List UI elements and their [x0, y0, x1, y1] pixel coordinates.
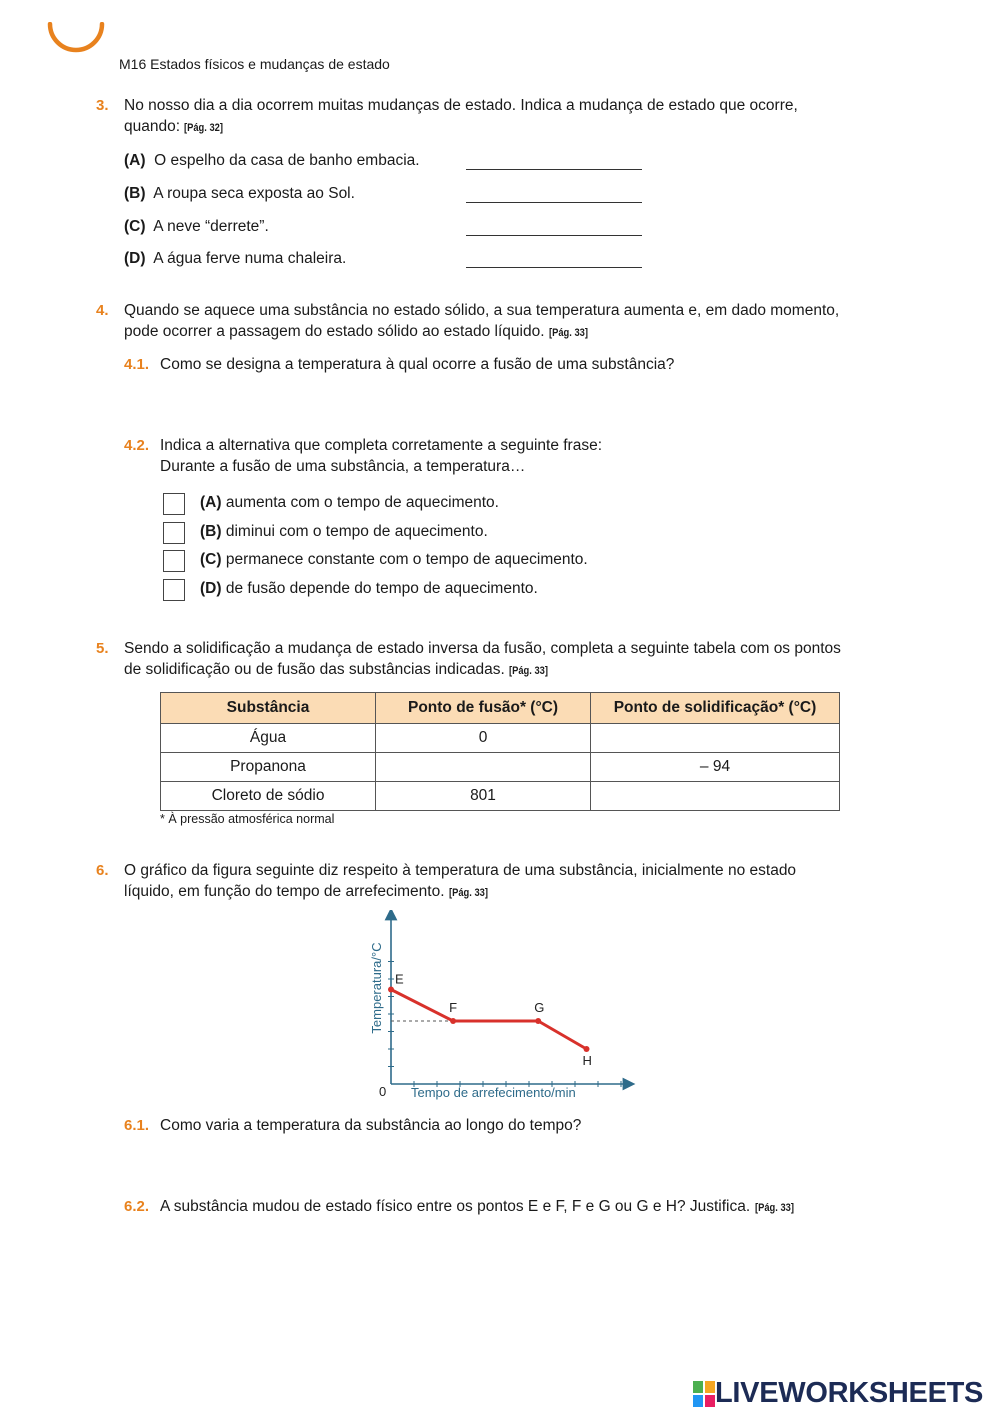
q6-text-line1: O gráfico da figura seguinte diz respeito à temperatura de uma substância, inicialmente no estado [124, 862, 797, 879]
q3-number: 3. [96, 97, 109, 114]
q3-item-c [124, 216, 269, 237]
table-header-cell: Ponto de fusão* (°C) [376, 693, 591, 724]
table-row [161, 782, 840, 811]
q3-answer-blank-d[interactable] [466, 266, 642, 268]
chart-series-polyline [391, 990, 587, 1050]
q4-2-checkbox-b[interactable] [163, 522, 185, 544]
table-header-row [161, 693, 840, 724]
option-letter: (A) [200, 494, 222, 511]
table-cell: – 94 [591, 753, 840, 782]
q3-item-text: A água ferve numa chaleira. [153, 250, 347, 267]
chart-point-F [450, 1018, 456, 1024]
chart-axes [388, 914, 629, 1087]
page-header-title: M16 Estados físicos e mudanças de estado [119, 56, 390, 72]
chart-point-label-H: H [582, 1053, 592, 1068]
q3-answer-blank-c[interactable] [466, 234, 642, 236]
q6-2-text [160, 1196, 800, 1219]
q4-text [124, 300, 924, 344]
chart-point-H [584, 1046, 590, 1052]
chart-point-label-E: E [395, 971, 404, 987]
q4-2-option-c [200, 551, 588, 569]
q3-item-letter: (D) [124, 250, 146, 267]
option-text: diminui com o tempo de aquecimento. [225, 523, 488, 540]
table-cell-answer[interactable] [376, 753, 591, 782]
q4-2-option-d [200, 580, 538, 598]
q4-2-text-line1: Indica a alternativa que completa corretamente a seguinte frase: [160, 437, 603, 454]
table-cell-answer[interactable] [591, 724, 840, 753]
chart-y-axis-label: Temperatura/°C [369, 942, 384, 1034]
q6-number: 6. [96, 862, 109, 879]
q4-2-checkbox-a[interactable] [163, 493, 185, 515]
q3-item-a [124, 150, 420, 171]
table-cell: Propanona [161, 753, 376, 782]
q4-2-option-a [200, 494, 499, 512]
chart-series-line [391, 990, 587, 1050]
table-header-cell: Ponto de solidificação* (°C) [591, 693, 840, 724]
liveworksheets-blocks-icon [693, 1381, 715, 1407]
q6-page-ref: [Pág. 33] [448, 887, 488, 899]
q4-2-text-line2: Durante a fusão de uma substância, a temperatura… [160, 458, 526, 475]
q3-answer-blank-a[interactable] [466, 168, 642, 170]
q4-1-number: 4.1. [124, 356, 150, 373]
q5-text-line2: de solidificação ou de fusão das substâncias indicadas. [124, 661, 505, 678]
q3-item-text: O espelho da casa de banho embacia. [154, 152, 420, 169]
q6-text-line2: líquido, em função do tempo de arrefecimento. [124, 883, 445, 900]
table-cell: Cloreto de sódio [161, 782, 376, 811]
q4-2-checkbox-c[interactable] [163, 550, 185, 572]
option-text: de fusão depende do tempo de aquecimento. [225, 580, 538, 597]
chart-point-G [535, 1018, 541, 1024]
q4-1-text: Como se designa a temperatura à qual ocorre a fusão de uma substância? [160, 356, 675, 373]
option-letter: (D) [200, 580, 222, 597]
q6-2-number: 6.2. [124, 1198, 150, 1215]
q3-text [124, 95, 924, 139]
chart-point-label-F: F [449, 1000, 458, 1015]
q4-text-line2: pode ocorrer a passagem do estado sólido ao estado líquido. [124, 323, 545, 340]
q4-2-checkbox-d[interactable] [163, 579, 185, 601]
chart-origin-label: 0 [379, 1084, 387, 1099]
q3-item-text: A neve “derrete”. [153, 218, 269, 235]
liveworksheets-brand-text: LIVEWORKSHEETS [715, 1377, 984, 1409]
table-header-cell: Substância [161, 693, 376, 724]
table-row [161, 753, 840, 782]
q3-item-d [124, 248, 346, 269]
q3-text-line1: No nosso dia a dia ocorrem muitas mudanças de estado. Indica a mudança de estado que ocorre, [124, 97, 798, 114]
q3-item-text: A roupa seca exposta ao Sol. [153, 185, 355, 202]
q3-item-letter: (C) [124, 218, 146, 235]
q4-2-option-b [200, 523, 488, 541]
chart-point-label-G: G [534, 1000, 545, 1015]
table-row [161, 724, 840, 753]
q6-2-page-ref: [Pág. 33] [754, 1202, 794, 1214]
cooling-curve-chart [355, 910, 645, 1105]
q5-text-line1: Sendo a solidificação a mudança de estado inversa da fusão, completa a seguinte tabela com os pontos [124, 640, 841, 657]
table-footnote: * À pressão atmosférica normal [160, 812, 335, 826]
q3-answer-blank-b[interactable] [466, 201, 642, 203]
table-cell-answer[interactable] [591, 782, 840, 811]
q5-number: 5. [96, 640, 109, 657]
q4-2-text [160, 435, 602, 477]
liveworksheets-logo [693, 1377, 983, 1410]
q3-text-line2: quando: [124, 118, 181, 135]
option-text: aumenta com o tempo de aquecimento. [225, 494, 499, 511]
option-letter: (B) [200, 523, 222, 540]
q3-item-letter: (B) [124, 185, 146, 202]
q5-page-ref: [Pág. 33] [509, 665, 549, 677]
q4-number: 4. [96, 302, 109, 319]
q3-item-letter: (A) [124, 152, 146, 169]
q4-2-number: 4.2. [124, 437, 150, 454]
table-cell: 0 [376, 724, 591, 753]
option-text: permanece constante com o tempo de aquecimento. [225, 551, 588, 568]
q6-text [124, 860, 924, 904]
chart-point-E [388, 987, 394, 993]
q3-item-b [124, 183, 355, 204]
q6-2-text-body: A substância mudou de estado físico entre os pontos E e F, F e G ou G e H? Justifica. [160, 1198, 751, 1215]
melting-points-table [160, 692, 840, 811]
q4-text-line1: Quando se aquece uma substância no estado sólido, a sua temperatura aumenta e, em dado momento, [124, 302, 840, 319]
q3-page-ref: [Pág. 32] [184, 122, 224, 134]
header-logo-arc [46, 22, 106, 78]
q5-text [124, 638, 924, 682]
chart-x-axis-label: Tempo de arrefecimento/min [411, 1085, 576, 1100]
option-letter: (C) [200, 551, 222, 568]
table-cell: 801 [376, 782, 591, 811]
table-cell: Água [161, 724, 376, 753]
q6-1-text: Como varia a temperatura da substância ao longo do tempo? [160, 1117, 582, 1134]
q6-1-number: 6.1. [124, 1117, 150, 1134]
q4-page-ref: [Pág. 33] [548, 327, 588, 339]
